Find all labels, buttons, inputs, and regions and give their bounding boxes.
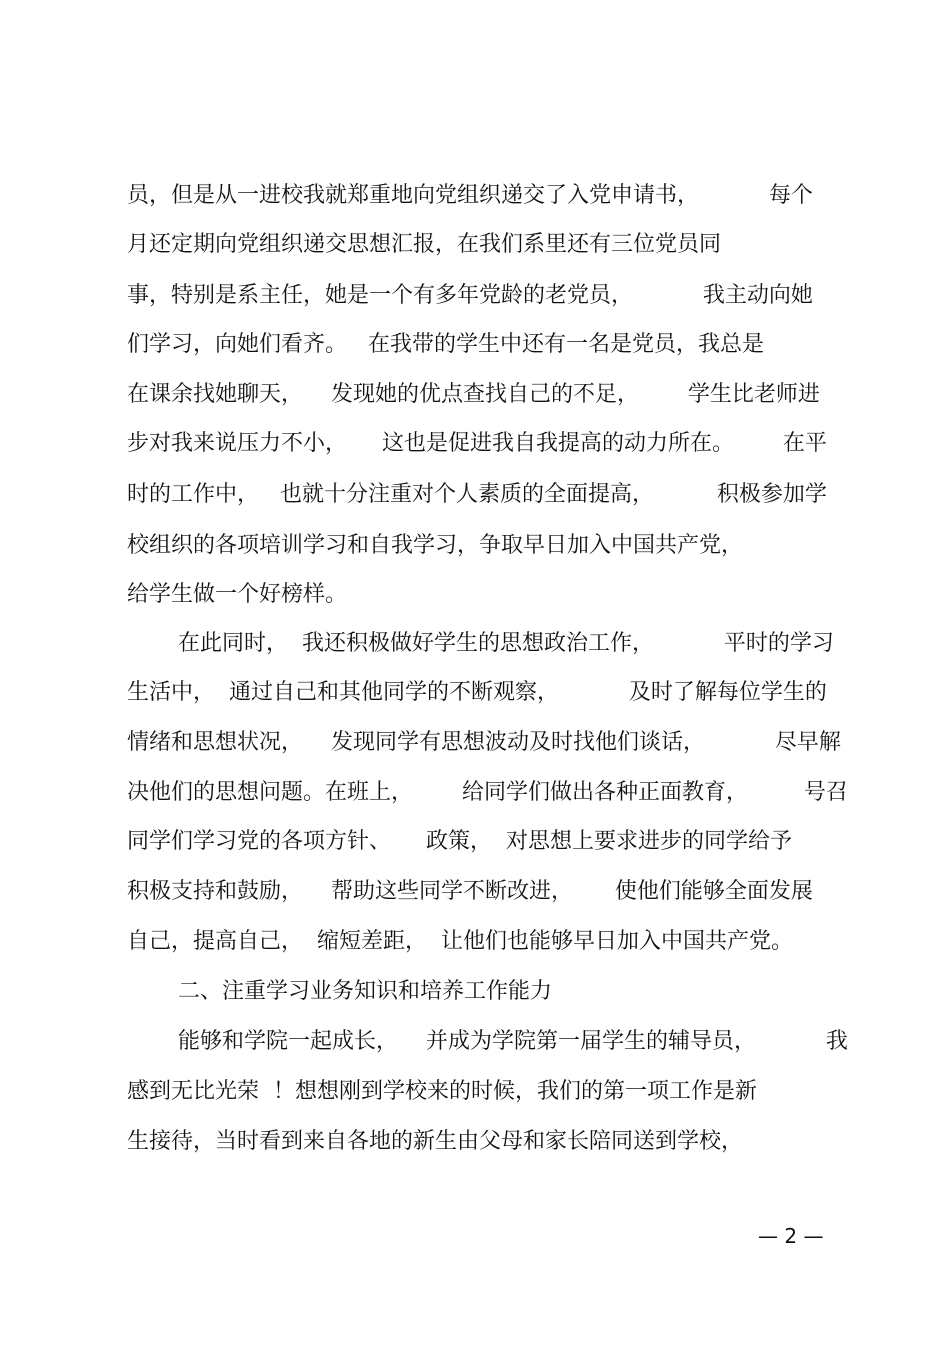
text-line: 校组织的各项培训学习和自我学习，争取早日加入中国共产党， bbox=[127, 533, 744, 558]
text-line: 情绪和思想状况， 发现同学有思想波动及时找他们谈话， 尽早解 bbox=[127, 730, 841, 755]
text-line: 给学生做一个好榜样。 bbox=[127, 582, 348, 607]
paragraph-first-line: 能够和学院一起成长， 并成为学院第一届学生的辅导员， 我 bbox=[178, 1029, 848, 1054]
text-line: 感到无比光荣 ！想想刚到学校来的时候，我们的第一项工作是新 bbox=[127, 1079, 757, 1104]
text-line: 自己，提高自己， 缩短差距， 让他们也能够早日加入中国共产党。 bbox=[127, 929, 793, 954]
section-heading: 二、注重学习业务知识和培养工作能力 bbox=[178, 979, 553, 1004]
text-line: 生接待，当时看到来自各地的新生由父母和家长陪同送到学校， bbox=[127, 1129, 744, 1154]
text-line: 们学习，向她们看齐。 在我带的学生中还有一名是党员，我总是 bbox=[127, 332, 764, 357]
page-number: — 2 — bbox=[758, 1224, 824, 1248]
paragraph-first-line: 在此同时， 我还积极做好学生的思想政治工作， 平时的学习 bbox=[178, 631, 834, 656]
text-line: 事，特别是系主任，她是一个有多年党龄的老党员， 我主动向她 bbox=[127, 283, 813, 308]
text-line: 步对我来说压力不小， 这也是促进我自我提高的动力所在。 在平 bbox=[127, 431, 827, 456]
text-line: 在课余找她聊天， 发现她的优点查找自己的不足， 学生比老师进 bbox=[127, 382, 820, 407]
text-line: 生活中， 通过自己和其他同学的不断观察， 及时了解每位学生的 bbox=[127, 680, 827, 705]
text-line: 时的工作中， 也就十分注重对个人素质的全面提高， 积极参加学 bbox=[127, 482, 827, 507]
text-line: 积极支持和鼓励， 帮助这些同学不断改进， 使他们能够全面发展 bbox=[127, 879, 813, 904]
text-line: 同学们学习党的各项方针、 政策， 对思想上要求进步的同学给予 bbox=[127, 829, 792, 854]
text-line: 月还定期向党组织递交思想汇报，在我们系里还有三位党员同 bbox=[127, 232, 722, 257]
text-line: 员，但是从一进校我就郑重地向党组织递交了入党申请书， 每个 bbox=[127, 183, 813, 208]
text-line: 决他们的思想问题。在班上， 给同学们做出各种正面教育， 号召 bbox=[127, 780, 848, 805]
